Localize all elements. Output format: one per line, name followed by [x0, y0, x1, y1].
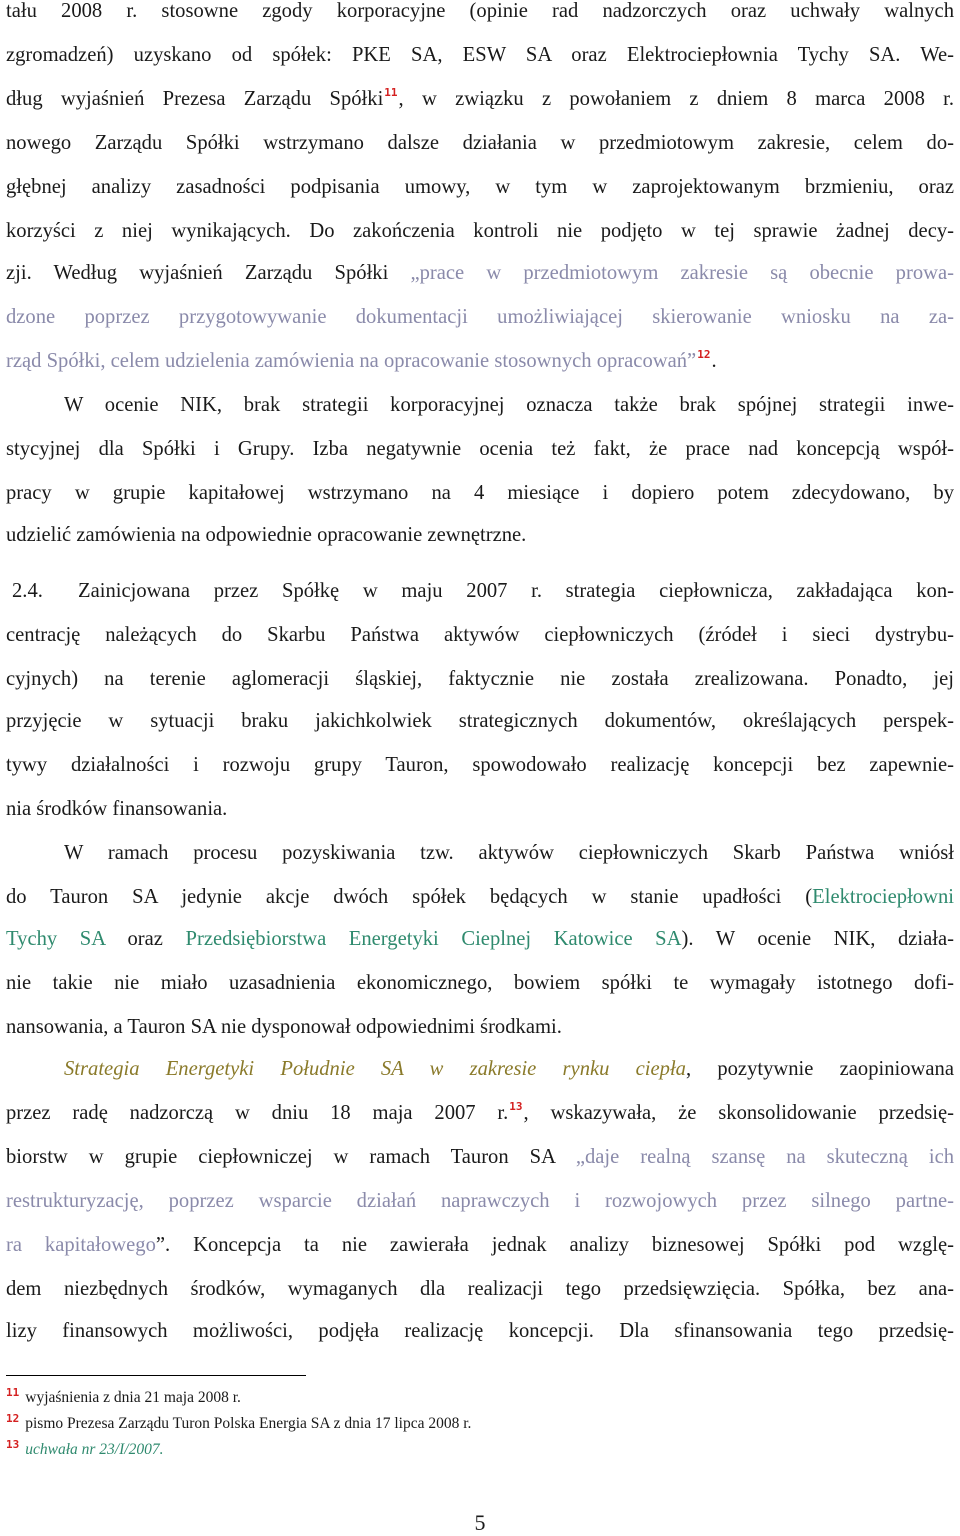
footnote-11 [6, 1386, 241, 1410]
quote-span: ra kapitałowego [6, 1234, 156, 1256]
quote-span: rząd Spółki, celem udzielenia zamówienia na opracowanie stosownych opracowań” [6, 350, 697, 372]
footnote-mark-11[interactable]: 11 [384, 86, 398, 99]
text-line [64, 1054, 954, 1084]
text-line: W ramach procesu pozyskiwania tzw. aktywów ciepłowniczych Skarb Państwa wniósł [64, 842, 954, 864]
text-span: zji. Według wyjaśnień Zarządu Spółki [6, 262, 411, 284]
footnote-text: wyjaśnienia z dnia 21 maja 2008 r. [25, 1389, 241, 1406]
quote-line: dzone poprzez przygotowywanie dokumentacji umożliwiającej skierowanie wniosku na za- [6, 306, 954, 328]
text-line: W ocenie NIK, brak strategii korporacyjnej oznacza także brak spójnej strategii inwe- [64, 394, 954, 416]
quote-span: „daje realną szansę na skuteczną ich [575, 1146, 955, 1168]
text-line: cyjnych) na terenie aglomeracji śląskiej, faktycznie nie została zrealizowana. Ponadto, jej [6, 668, 954, 690]
company-link[interactable]: Przedsiębiorstwa Energetyki Cieplnej Katowice SA [185, 928, 682, 950]
section-text-line: Zainicjowana przez Spółkę w maju 2007 r. strategia ciepłownicza, zakładająca kon- [78, 580, 954, 602]
footnote-text: uchwała nr 23/I/2007. [25, 1441, 164, 1458]
text-span: biorstw w grupie ciepłowniczej w ramach Tauron SA [6, 1146, 576, 1168]
text-span: , w związku z powołaniem z dniem 8 marca 2008 r. [398, 88, 954, 110]
text-line: stycyjnej dla Spółki i Grupy. Izba negatywnie ocenia też fakt, że prace nad koncepcją współ- [6, 438, 954, 460]
text-line [6, 1230, 954, 1260]
footnote-13 [6, 1438, 163, 1462]
footnote-number: 13 [6, 1438, 20, 1451]
text-line [6, 882, 954, 912]
text-line: przyjęcie w sytuacji braku jakichkolwiek strategicznych dokumentów, określających perspek- [6, 710, 954, 732]
quote-span: „prace w przedmiotowym zakresie są obecnie prowa- [410, 262, 954, 284]
text-span: , wskazywała, że skonsolidowanie przedsię- [523, 1102, 954, 1124]
company-link[interactable]: Tychy SA [6, 928, 105, 950]
text-line [6, 258, 954, 288]
text-line: dem niezbędnych środków, wymaganych dla realizacji tego przedsięwzięcia. Spółka, bez ana- [6, 1278, 954, 1300]
text-line: zgromadzeń) uzyskano od spółek: PKE SA, ESW SA oraz Elektrociepłownia Tychy SA. We- [6, 44, 954, 66]
text-line: nia środków finansowania. [6, 798, 228, 820]
text-line [6, 924, 954, 954]
text-line: udzielić zamówienia na odpowiednie opracowanie zewnętrzne. [6, 524, 527, 546]
text-line [6, 346, 954, 376]
document-title-link[interactable]: Strategia Energetyki Południe SA w zakresie rynku ciepła [64, 1058, 686, 1080]
page-number: 5 [474, 1510, 486, 1535]
text-span: oraz [104, 928, 186, 950]
text-span: . [711, 350, 717, 372]
text-span: do Tauron SA jedynie akcje dwóch spółek będących w stanie upadłości ( [6, 886, 813, 908]
section-number: 2.4. [12, 580, 43, 602]
text-line: głębnej analizy zasadności podpisania umowy, w tym w zaprojektowanym brzmieniu, oraz [6, 176, 954, 198]
text-line [6, 1098, 954, 1128]
text-span: , pozytywnie zaopiniowana [685, 1058, 954, 1080]
text-span: ). W ocenie NIK, działa- [681, 928, 954, 950]
text-line [6, 1142, 954, 1172]
text-line: tału 2008 r. stosowne zgody korporacyjne (opinie rad nadzorczych oraz uchwały walnych [6, 0, 954, 22]
text-line: nansowania, a Tauron SA nie dysponował odpowiednimi środkami. [6, 1016, 562, 1038]
quote-line: restrukturyzację, poprzez wsparcie działań naprawczych i rozwojowych przez silnego partne- [6, 1190, 954, 1212]
text-line: lizy finansowych możliwości, podjęła realizację koncepcji. Dla sfinansowania tego przedsię- [6, 1320, 954, 1342]
footnote-mark-13[interactable]: 13 [509, 1100, 523, 1113]
text-line: pracy w grupie kapitałowej wstrzymano na 4 miesiące i dopiero potem zdecydowano, by [6, 482, 954, 504]
footnote-mark-12[interactable]: 12 [697, 348, 711, 361]
footnote-separator [6, 1375, 306, 1376]
text-span: przez radę nadzorczą w dniu 18 maja 2007 r. [6, 1102, 509, 1124]
text-line: centrację należących do Skarbu Państwa aktywów ciepłowniczych (źródeł i sieci dystrybu- [6, 624, 954, 646]
footnote-number: 11 [6, 1386, 20, 1399]
text-line: nowego Zarządu Spółki wstrzymano dalsze działania w przedmiotowym zakresie, celem do- [6, 132, 954, 154]
company-link[interactable]: Elektrociepłowni [812, 886, 954, 908]
footnote-12 [6, 1412, 471, 1436]
footnote-text: pismo Prezesa Zarządu Turon Polska Energia SA z dnia 17 lipca 2008 r. [25, 1415, 472, 1432]
text-line: korzyści z niej wynikających. Do zakończenia kontroli nie podjęto w tej sprawie żadnej decy- [6, 220, 954, 242]
text-line [6, 84, 954, 114]
text-line: nie takie nie miało uzasadnienia ekonomicznego, bowiem spółki te wymagały istotnego dofi- [6, 972, 954, 994]
text-span: ”. Koncepcja ta nie zawierała jednak analizy biznesowej Spółki pod wzglę- [155, 1234, 955, 1256]
text-line: tywy działalności i rozwoju grupy Tauron, spowodowało realizację koncepcji bez zapewnie- [6, 754, 954, 776]
text-span: dług wyjaśnień Prezesa Zarządu Spółki [6, 88, 384, 110]
footnote-number: 12 [6, 1412, 20, 1425]
